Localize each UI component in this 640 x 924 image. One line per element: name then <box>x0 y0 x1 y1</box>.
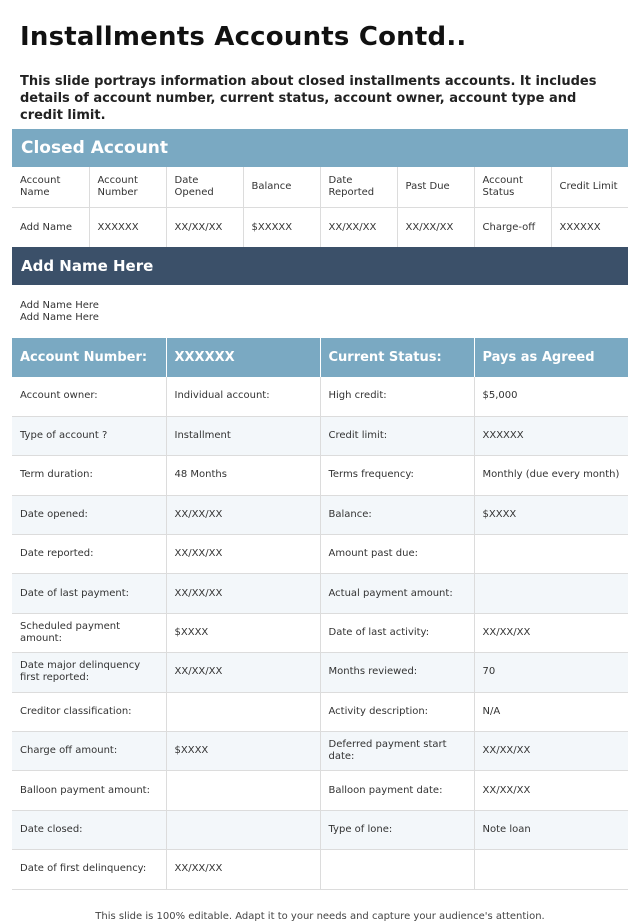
table-cell <box>166 810 320 849</box>
table-cell: Months reviewed: <box>320 653 474 692</box>
table-row <box>12 535 628 574</box>
table-row <box>12 456 628 495</box>
table-cell: Date major delinquency first reported: <box>12 653 166 692</box>
page-description: This slide portrays information about closed installments accounts. It includes details of account number, current status, account owner, account type and credit limit. <box>20 74 597 123</box>
table-cell: Date reported: <box>12 535 166 574</box>
table-cell: Type of lone: <box>320 810 474 849</box>
account-number-value: XXXXXX <box>166 338 320 377</box>
table-cell: 48 Months <box>166 456 320 495</box>
table-cell: Date opened: <box>12 495 166 534</box>
table-cell: Account owner: <box>12 377 166 416</box>
table-cell: Date closed: <box>12 810 166 849</box>
table-cell: XX/XX/XX <box>166 850 320 889</box>
closed-account-table <box>12 167 628 248</box>
table-cell: XX/XX/XX <box>166 653 320 692</box>
current-status-value: Pays as Agreed <box>474 338 628 377</box>
table-row <box>12 207 628 247</box>
table-cell: Note loan <box>474 810 628 849</box>
table-row <box>12 771 628 810</box>
table-cell: Balloon payment date: <box>320 771 474 810</box>
table-cell: Activity description: <box>320 692 474 731</box>
table-cell: XX/XX/XX <box>474 771 628 810</box>
table-cell: Date of first delinquency: <box>12 850 166 889</box>
table-cell: Deferred payment start date: <box>320 732 474 771</box>
table-cell: Individual account: <box>166 377 320 416</box>
table-cell: Amount past due: <box>320 535 474 574</box>
table-cell: Monthly (due every month) <box>474 456 628 495</box>
account-number-label: Account Number: <box>12 338 166 377</box>
table-cell: Date of last payment: <box>12 574 166 613</box>
table-cell: XX/XX/XX <box>474 732 628 771</box>
table-row <box>12 495 628 534</box>
table-cell <box>474 574 628 613</box>
table-header-row <box>12 338 628 377</box>
table-row <box>12 416 628 455</box>
current-status-label: Current Status: <box>320 338 474 377</box>
table-cell: Balance: <box>320 495 474 534</box>
table-cell: N/A <box>474 692 628 731</box>
footer-note: This slide is 100% editable. Adapt it to your needs and capture your audience's attention. <box>95 911 545 922</box>
table-cell: $XXXX <box>166 732 320 771</box>
column-header: Credit Limit <box>551 167 628 207</box>
table-cell: XXXXXX <box>551 207 628 247</box>
table-cell: XX/XX/XX <box>166 535 320 574</box>
table-cell: XXXXXX <box>474 416 628 455</box>
table-cell <box>166 771 320 810</box>
table-cell: $5,000 <box>474 377 628 416</box>
column-header: Account Name <box>12 167 89 207</box>
table-cell: Installment <box>166 416 320 455</box>
table-cell: XX/XX/XX <box>166 207 243 247</box>
table-cell: Add Name <box>12 207 89 247</box>
column-header: Account Number <box>89 167 166 207</box>
account-details-table <box>12 338 628 890</box>
table-cell <box>474 850 628 889</box>
table-cell <box>166 692 320 731</box>
name-heading: Add Name Here <box>12 247 628 285</box>
table-cell: Actual payment amount: <box>320 574 474 613</box>
table-row <box>12 850 628 889</box>
page-title: Installments Accounts Contd.. <box>20 22 467 52</box>
table-cell: 70 <box>474 653 628 692</box>
table-cell: $XXXX <box>166 613 320 652</box>
name-line: Add Name Here <box>20 300 99 311</box>
column-header: Account Status <box>474 167 551 207</box>
table-row <box>12 574 628 613</box>
table-row <box>12 692 628 731</box>
column-header: Past Due <box>397 167 474 207</box>
table-cell: Scheduled payment amount: <box>12 613 166 652</box>
table-cell: Charge-off <box>474 207 551 247</box>
table-row <box>12 653 628 692</box>
table-cell: Term duration: <box>12 456 166 495</box>
name-list <box>20 300 99 324</box>
column-header: Date Reported <box>320 167 397 207</box>
table-cell <box>474 535 628 574</box>
table-cell <box>320 850 474 889</box>
table-cell: $XXXXX <box>243 207 320 247</box>
table-row <box>12 810 628 849</box>
column-header: Date Opened <box>166 167 243 207</box>
closed-account-heading: Closed Account <box>12 129 628 167</box>
table-cell: XXXXXX <box>89 207 166 247</box>
table-cell: XX/XX/XX <box>397 207 474 247</box>
table-header-row <box>12 167 628 207</box>
table-cell: Creditor classification: <box>12 692 166 731</box>
table-cell: Type of account ? <box>12 416 166 455</box>
table-row <box>12 732 628 771</box>
table-row <box>12 377 628 416</box>
column-header: Balance <box>243 167 320 207</box>
table-cell: XX/XX/XX <box>166 574 320 613</box>
table-cell: Credit limit: <box>320 416 474 455</box>
table-cell: Balloon payment amount: <box>12 771 166 810</box>
table-row <box>12 613 628 652</box>
table-cell: Charge off amount: <box>12 732 166 771</box>
table-cell: $XXXX <box>474 495 628 534</box>
table-cell: XX/XX/XX <box>166 495 320 534</box>
table-cell: Date of last activity: <box>320 613 474 652</box>
name-line: Add Name Here <box>20 312 99 323</box>
table-cell: XX/XX/XX <box>474 613 628 652</box>
table-cell: High credit: <box>320 377 474 416</box>
table-cell: XX/XX/XX <box>320 207 397 247</box>
table-cell: Terms frequency: <box>320 456 474 495</box>
